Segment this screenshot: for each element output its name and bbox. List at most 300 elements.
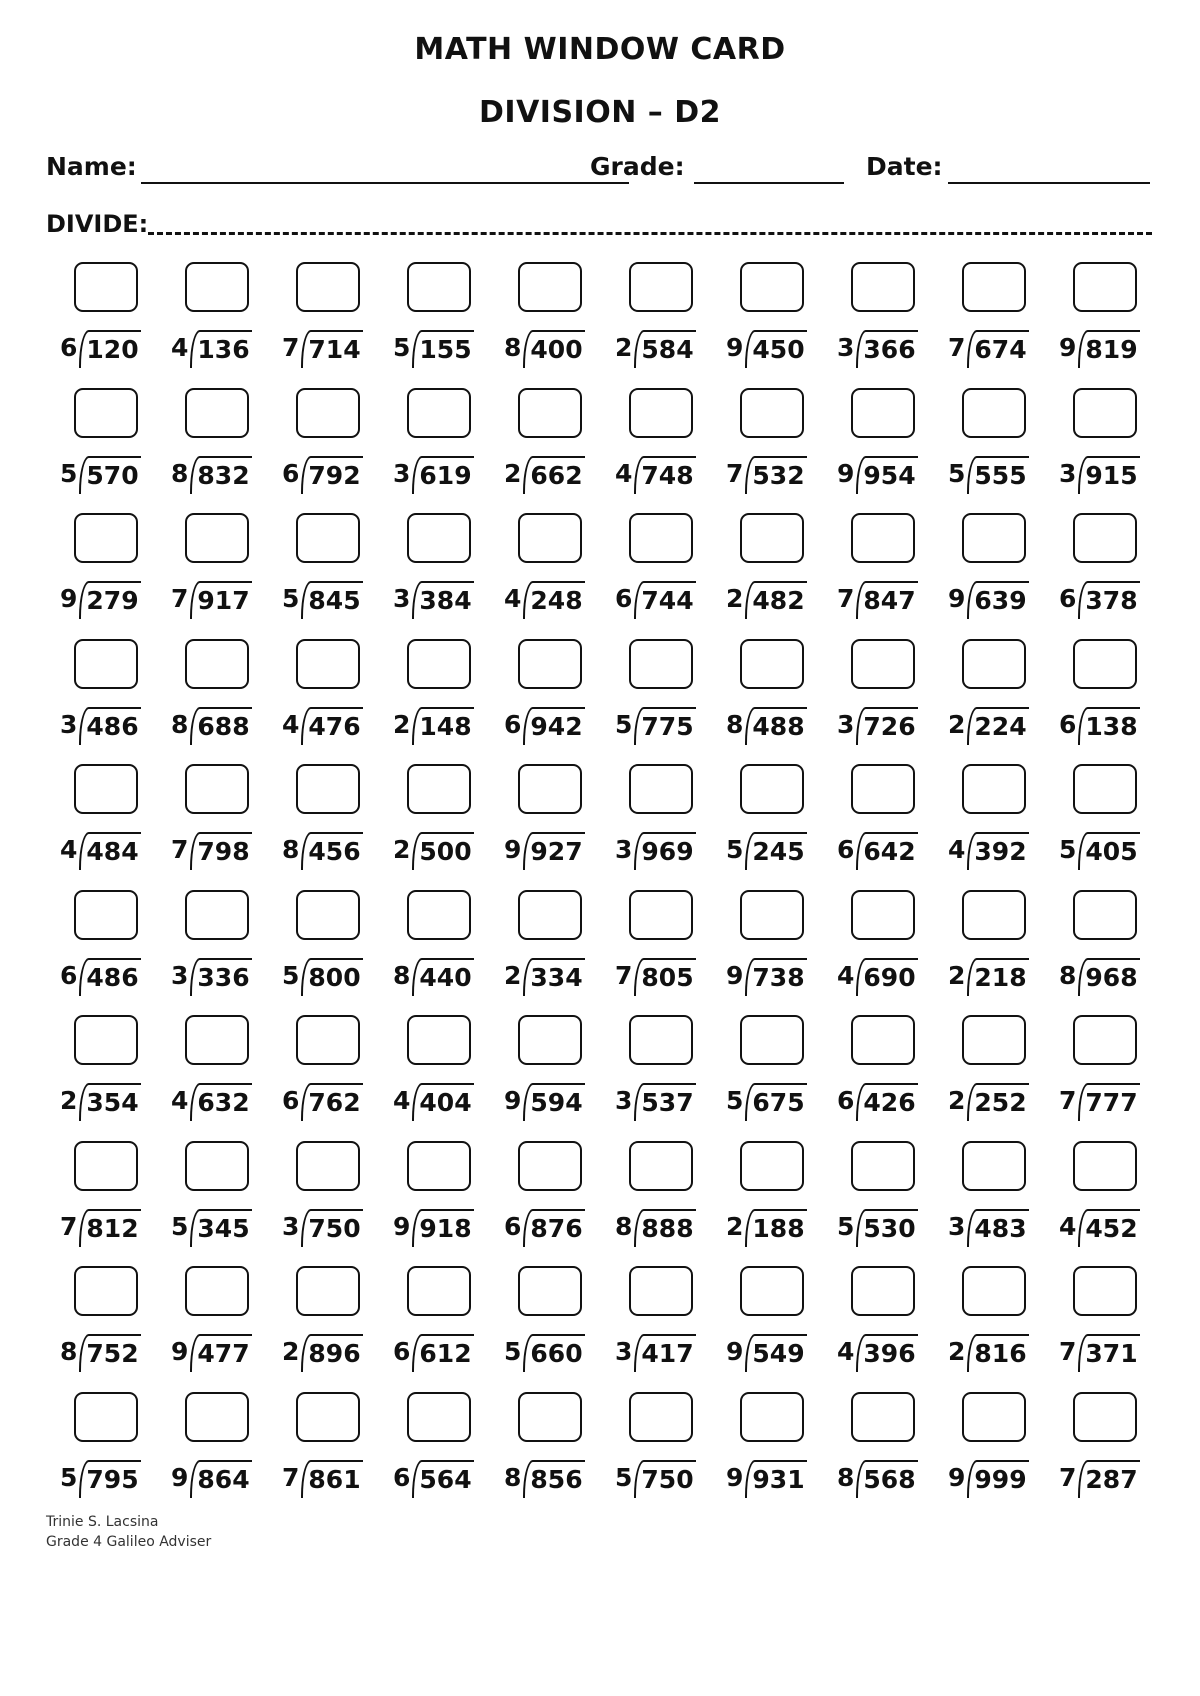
problem-cell — [282, 639, 378, 759]
divisor: 2 — [282, 1337, 300, 1366]
answer-box[interactable] — [1073, 1141, 1137, 1191]
problem-cell — [726, 1266, 822, 1386]
dividend: 968 — [1078, 958, 1139, 996]
answer-box[interactable] — [296, 764, 360, 814]
answer-box[interactable] — [851, 262, 915, 312]
answer-box[interactable] — [962, 1266, 1026, 1316]
answer-box[interactable] — [629, 1266, 693, 1316]
dividend: 354 — [79, 1083, 140, 1121]
answer-box[interactable] — [962, 890, 1026, 940]
dividend: 484 — [79, 832, 140, 870]
division-problem — [171, 1209, 252, 1249]
divisor: 6 — [282, 1086, 300, 1115]
dividend: 915 — [1078, 456, 1139, 494]
division-problem — [171, 330, 252, 370]
problem-cell — [393, 1392, 489, 1512]
problem-cell — [948, 513, 1044, 633]
dividend: 942 — [523, 707, 584, 745]
problem-cell — [726, 639, 822, 759]
answer-box[interactable] — [851, 1266, 915, 1316]
division-problem — [282, 1334, 363, 1374]
divisor: 9 — [837, 458, 855, 488]
worksheet-title: MATH WINDOW CARD — [414, 32, 786, 67]
problem-cell — [171, 388, 267, 508]
divisor: 9 — [948, 584, 966, 613]
answer-box[interactable] — [74, 388, 138, 438]
dividend: 405 — [1078, 832, 1139, 870]
dividend: 371 — [1078, 1334, 1139, 1372]
division-problem — [1059, 832, 1140, 872]
problem-cell — [615, 764, 711, 884]
problem-cell — [615, 890, 711, 1010]
dividend: 392 — [967, 832, 1028, 870]
answer-box[interactable] — [407, 764, 471, 814]
division-problem — [726, 1209, 807, 1249]
divisor: 6 — [837, 1086, 855, 1115]
division-problem — [948, 958, 1029, 998]
division-problem — [282, 1083, 363, 1123]
problem-cell — [948, 890, 1044, 1010]
problem-cell — [393, 1141, 489, 1261]
divisor: 5 — [393, 333, 411, 362]
division-problem — [837, 832, 918, 872]
divisor: 9 — [171, 1337, 189, 1366]
problem-cell — [282, 513, 378, 633]
divisor: 3 — [615, 1086, 633, 1115]
answer-box[interactable] — [962, 1141, 1026, 1191]
problem-cell — [837, 388, 933, 508]
answer-box[interactable] — [629, 262, 693, 312]
answer-box[interactable] — [185, 639, 249, 689]
answer-box[interactable] — [1073, 1392, 1137, 1442]
problem-cell — [726, 890, 822, 1010]
division-problem — [726, 1460, 807, 1500]
answer-box[interactable] — [296, 1015, 360, 1065]
problem-cell — [504, 388, 600, 508]
division-problem — [504, 958, 585, 998]
answer-box[interactable] — [962, 1392, 1026, 1442]
answer-box[interactable] — [407, 1266, 471, 1316]
division-problem — [615, 832, 696, 872]
division-problem — [837, 707, 918, 747]
division-problem — [504, 707, 585, 747]
problem-cell — [1059, 1392, 1155, 1512]
answer-box[interactable] — [740, 1392, 804, 1442]
problem-cell — [1059, 764, 1155, 884]
divisor: 7 — [615, 960, 633, 990]
answer-box[interactable] — [296, 513, 360, 563]
answer-box[interactable] — [851, 890, 915, 940]
name-field[interactable] — [141, 182, 629, 184]
problem-cell — [60, 388, 156, 508]
dividend: 440 — [412, 958, 473, 996]
division-problem — [282, 832, 363, 872]
dividend: 918 — [412, 1209, 473, 1247]
dividend: 999 — [967, 1460, 1028, 1498]
answer-box[interactable] — [407, 890, 471, 940]
answer-box[interactable] — [518, 1141, 582, 1191]
divisor: 4 — [282, 709, 300, 739]
problem-cell — [282, 1141, 378, 1261]
divisor: 9 — [171, 1462, 189, 1492]
answer-box[interactable] — [74, 1015, 138, 1065]
answer-box[interactable] — [407, 1392, 471, 1442]
answer-box[interactable] — [518, 639, 582, 689]
answer-box[interactable] — [1073, 262, 1137, 312]
dividend: 675 — [745, 1083, 806, 1121]
answer-box[interactable] — [407, 262, 471, 312]
dividend: 845 — [301, 581, 362, 619]
division-problem — [504, 581, 585, 621]
answer-box[interactable] — [1073, 1266, 1137, 1316]
division-problem — [504, 1083, 585, 1123]
dividend: 482 — [745, 581, 806, 619]
dividend: 744 — [634, 581, 695, 619]
answer-box[interactable] — [851, 1141, 915, 1191]
answer-box[interactable] — [185, 1392, 249, 1442]
problem-cell — [171, 1266, 267, 1386]
divisor: 6 — [504, 709, 522, 739]
answer-box[interactable] — [629, 639, 693, 689]
dividend: 812 — [79, 1209, 140, 1247]
dividend: 417 — [634, 1334, 695, 1372]
division-problem — [837, 1083, 918, 1123]
answer-box[interactable] — [740, 890, 804, 940]
answer-box[interactable] — [740, 262, 804, 312]
divisor: 8 — [837, 1462, 855, 1492]
divisor: 3 — [1059, 458, 1077, 488]
answer-box[interactable] — [1073, 1015, 1137, 1065]
division-problem — [60, 707, 141, 747]
division-problem — [948, 1460, 1029, 1500]
dividend: 155 — [412, 330, 473, 368]
divisor: 4 — [171, 333, 189, 362]
answer-box[interactable] — [962, 764, 1026, 814]
problem-cell — [60, 890, 156, 1010]
dividend: 584 — [634, 330, 695, 368]
problem-cell — [504, 262, 600, 382]
division-problem — [1059, 707, 1140, 747]
answer-box[interactable] — [185, 1141, 249, 1191]
answer-box[interactable] — [518, 1392, 582, 1442]
division-problem — [1059, 456, 1140, 496]
dividend: 847 — [856, 581, 917, 619]
answer-box[interactable] — [296, 1141, 360, 1191]
dividend: 816 — [967, 1334, 1028, 1372]
division-problem — [504, 1334, 585, 1374]
divisor: 5 — [60, 458, 78, 488]
problem-cell — [615, 1266, 711, 1386]
answer-box[interactable] — [296, 388, 360, 438]
answer-box[interactable] — [296, 1392, 360, 1442]
answer-box[interactable] — [518, 1266, 582, 1316]
problem-cell — [504, 764, 600, 884]
problem-cell — [171, 513, 267, 633]
answer-box[interactable] — [851, 1392, 915, 1442]
division-problem — [615, 330, 696, 370]
answer-box[interactable] — [407, 388, 471, 438]
divisor: 8 — [504, 1462, 522, 1492]
answer-box[interactable] — [962, 639, 1026, 689]
problem-row — [60, 262, 1160, 388]
divisor: 3 — [282, 1211, 300, 1241]
answer-box[interactable] — [1073, 513, 1137, 563]
divisor: 4 — [504, 584, 522, 613]
divisor: 3 — [837, 333, 855, 362]
answer-box[interactable] — [407, 1015, 471, 1065]
problem-cell — [504, 1015, 600, 1135]
answer-box[interactable] — [962, 513, 1026, 563]
divisor: 3 — [615, 1337, 633, 1366]
division-problem — [282, 456, 363, 496]
problem-cell — [393, 764, 489, 884]
problem-cell — [171, 890, 267, 1010]
dividend: 345 — [190, 1209, 251, 1247]
answer-box[interactable] — [185, 890, 249, 940]
answer-box[interactable] — [629, 388, 693, 438]
instruction-label: DIVIDE: — [46, 210, 149, 238]
divisor: 7 — [837, 584, 855, 613]
divisor: 5 — [726, 835, 744, 864]
answer-box[interactable] — [962, 262, 1026, 312]
divisor: 6 — [504, 1211, 522, 1241]
answer-box[interactable] — [962, 1015, 1026, 1065]
answer-box[interactable] — [740, 1141, 804, 1191]
divisor: 6 — [393, 1462, 411, 1492]
dividend: 404 — [412, 1083, 473, 1121]
divisor: 4 — [837, 960, 855, 990]
divisor: 6 — [1059, 709, 1077, 739]
divisor: 9 — [726, 1337, 744, 1366]
divisor: 9 — [504, 1086, 522, 1115]
dividend: 861 — [301, 1460, 362, 1498]
division-problem — [615, 1460, 696, 1500]
answer-box[interactable] — [629, 513, 693, 563]
answer-box[interactable] — [185, 1015, 249, 1065]
answer-box[interactable] — [629, 890, 693, 940]
division-problem — [171, 707, 252, 747]
dividend: 805 — [634, 958, 695, 996]
answer-box[interactable] — [407, 1141, 471, 1191]
problem-cell — [726, 1141, 822, 1261]
dividend: 639 — [967, 581, 1028, 619]
dividend: 366 — [856, 330, 917, 368]
problem-cell — [393, 890, 489, 1010]
answer-box[interactable] — [74, 764, 138, 814]
problem-cell — [282, 1015, 378, 1135]
problem-grid — [60, 262, 1160, 1517]
division-problem — [282, 1209, 363, 1249]
division-problem — [60, 456, 141, 496]
divisor: 5 — [282, 584, 300, 613]
answer-box[interactable] — [1073, 639, 1137, 689]
dividend: 452 — [1078, 1209, 1139, 1247]
divisor: 2 — [948, 1086, 966, 1115]
problem-cell — [393, 1015, 489, 1135]
answer-box[interactable] — [74, 513, 138, 563]
dividend: 530 — [856, 1209, 917, 1247]
answer-box[interactable] — [296, 262, 360, 312]
answer-box[interactable] — [962, 388, 1026, 438]
answer-box[interactable] — [185, 513, 249, 563]
problem-cell — [837, 262, 933, 382]
answer-box[interactable] — [407, 513, 471, 563]
answer-box[interactable] — [74, 1392, 138, 1442]
divisor: 8 — [726, 709, 744, 739]
answer-box[interactable] — [851, 764, 915, 814]
answer-box[interactable] — [740, 764, 804, 814]
problem-cell — [615, 639, 711, 759]
answer-box[interactable] — [185, 1266, 249, 1316]
division-problem — [726, 832, 807, 872]
answer-box[interactable] — [518, 513, 582, 563]
problem-cell — [615, 513, 711, 633]
answer-box[interactable] — [296, 1266, 360, 1316]
answer-box[interactable] — [185, 764, 249, 814]
divisor: 5 — [171, 1211, 189, 1241]
division-problem — [393, 707, 474, 747]
answer-box[interactable] — [851, 513, 915, 563]
divisor: 9 — [393, 1211, 411, 1241]
divisor: 5 — [504, 1337, 522, 1366]
problem-cell — [504, 1141, 600, 1261]
date-field[interactable] — [948, 182, 1150, 184]
dividend: 738 — [745, 958, 806, 996]
problem-cell — [282, 262, 378, 382]
answer-box[interactable] — [518, 262, 582, 312]
dividend: 456 — [301, 832, 362, 870]
answer-box[interactable] — [851, 1015, 915, 1065]
division-problem — [726, 707, 807, 747]
divisor: 4 — [837, 1337, 855, 1366]
division-problem — [171, 581, 252, 621]
problem-cell — [726, 764, 822, 884]
answer-box[interactable] — [1073, 890, 1137, 940]
divisor: 2 — [948, 1337, 966, 1366]
answer-box[interactable] — [74, 639, 138, 689]
problem-row — [60, 1392, 1160, 1518]
answer-box[interactable] — [851, 388, 915, 438]
answer-box[interactable] — [296, 639, 360, 689]
name-label: Name: — [46, 152, 137, 181]
dividend: 120 — [79, 330, 140, 368]
answer-box[interactable] — [74, 1266, 138, 1316]
divisor: 2 — [948, 709, 966, 739]
answer-box[interactable] — [629, 1015, 693, 1065]
divisor: 9 — [726, 333, 744, 362]
dividend: 555 — [967, 456, 1028, 494]
problem-cell — [837, 1392, 933, 1512]
divisor: 5 — [615, 1462, 633, 1492]
answer-box[interactable] — [629, 1141, 693, 1191]
division-problem — [837, 1334, 918, 1374]
division-problem — [1059, 958, 1140, 998]
answer-box[interactable] — [629, 1392, 693, 1442]
problem-cell — [1059, 639, 1155, 759]
answer-box[interactable] — [74, 890, 138, 940]
grade-field[interactable] — [694, 182, 844, 184]
divisor: 5 — [282, 960, 300, 990]
problem-cell — [615, 262, 711, 382]
dividend: 384 — [412, 581, 473, 619]
division-problem — [60, 581, 141, 621]
answer-box[interactable] — [518, 764, 582, 814]
answer-box[interactable] — [740, 513, 804, 563]
problem-cell — [837, 1266, 933, 1386]
dividend: 486 — [79, 958, 140, 996]
answer-box[interactable] — [518, 890, 582, 940]
answer-box[interactable] — [74, 262, 138, 312]
divisor: 5 — [726, 1086, 744, 1115]
answer-box[interactable] — [740, 639, 804, 689]
problem-cell — [504, 1266, 600, 1386]
dividend: 690 — [856, 958, 917, 996]
answer-box[interactable] — [851, 639, 915, 689]
problem-cell — [615, 1015, 711, 1135]
dividend: 726 — [856, 707, 917, 745]
dividend: 931 — [745, 1460, 806, 1498]
division-problem — [393, 958, 474, 998]
problem-cell — [615, 1392, 711, 1512]
problem-cell — [171, 1392, 267, 1512]
division-problem — [171, 958, 252, 998]
divisor: 3 — [60, 709, 78, 739]
divisor: 9 — [504, 835, 522, 864]
problem-cell — [948, 262, 1044, 382]
division-problem — [837, 581, 918, 621]
division-problem — [1059, 1209, 1140, 1249]
answer-box[interactable] — [74, 1141, 138, 1191]
divisor: 7 — [282, 1462, 300, 1492]
dividend: 752 — [79, 1334, 140, 1372]
division-problem — [171, 456, 252, 496]
problem-cell — [60, 1392, 156, 1512]
answer-box[interactable] — [185, 388, 249, 438]
problem-cell — [837, 639, 933, 759]
problem-cell — [948, 1015, 1044, 1135]
answer-box[interactable] — [740, 1015, 804, 1065]
division-problem — [1059, 581, 1140, 621]
problem-cell — [504, 890, 600, 1010]
problem-cell — [171, 262, 267, 382]
answer-box[interactable] — [518, 388, 582, 438]
answer-box[interactable] — [629, 764, 693, 814]
divisor: 3 — [393, 584, 411, 613]
division-problem — [60, 1209, 141, 1249]
answer-box[interactable] — [185, 262, 249, 312]
answer-box[interactable] — [1073, 388, 1137, 438]
divisor: 9 — [60, 584, 78, 613]
answer-box[interactable] — [740, 1266, 804, 1316]
answer-box[interactable] — [296, 890, 360, 940]
divisor: 8 — [282, 835, 300, 864]
problem-cell — [948, 1266, 1044, 1386]
problem-cell — [837, 1141, 933, 1261]
division-problem — [393, 1209, 474, 1249]
dividend: 876 — [523, 1209, 584, 1247]
answer-box[interactable] — [740, 388, 804, 438]
answer-box[interactable] — [407, 639, 471, 689]
problem-cell — [837, 890, 933, 1010]
answer-box[interactable] — [518, 1015, 582, 1065]
problem-cell — [726, 513, 822, 633]
division-problem — [60, 958, 141, 998]
division-problem — [948, 832, 1029, 872]
division-problem — [504, 330, 585, 370]
date-label: Date: — [866, 152, 943, 181]
student-info-fields — [46, 152, 1156, 192]
answer-box[interactable] — [1073, 764, 1137, 814]
